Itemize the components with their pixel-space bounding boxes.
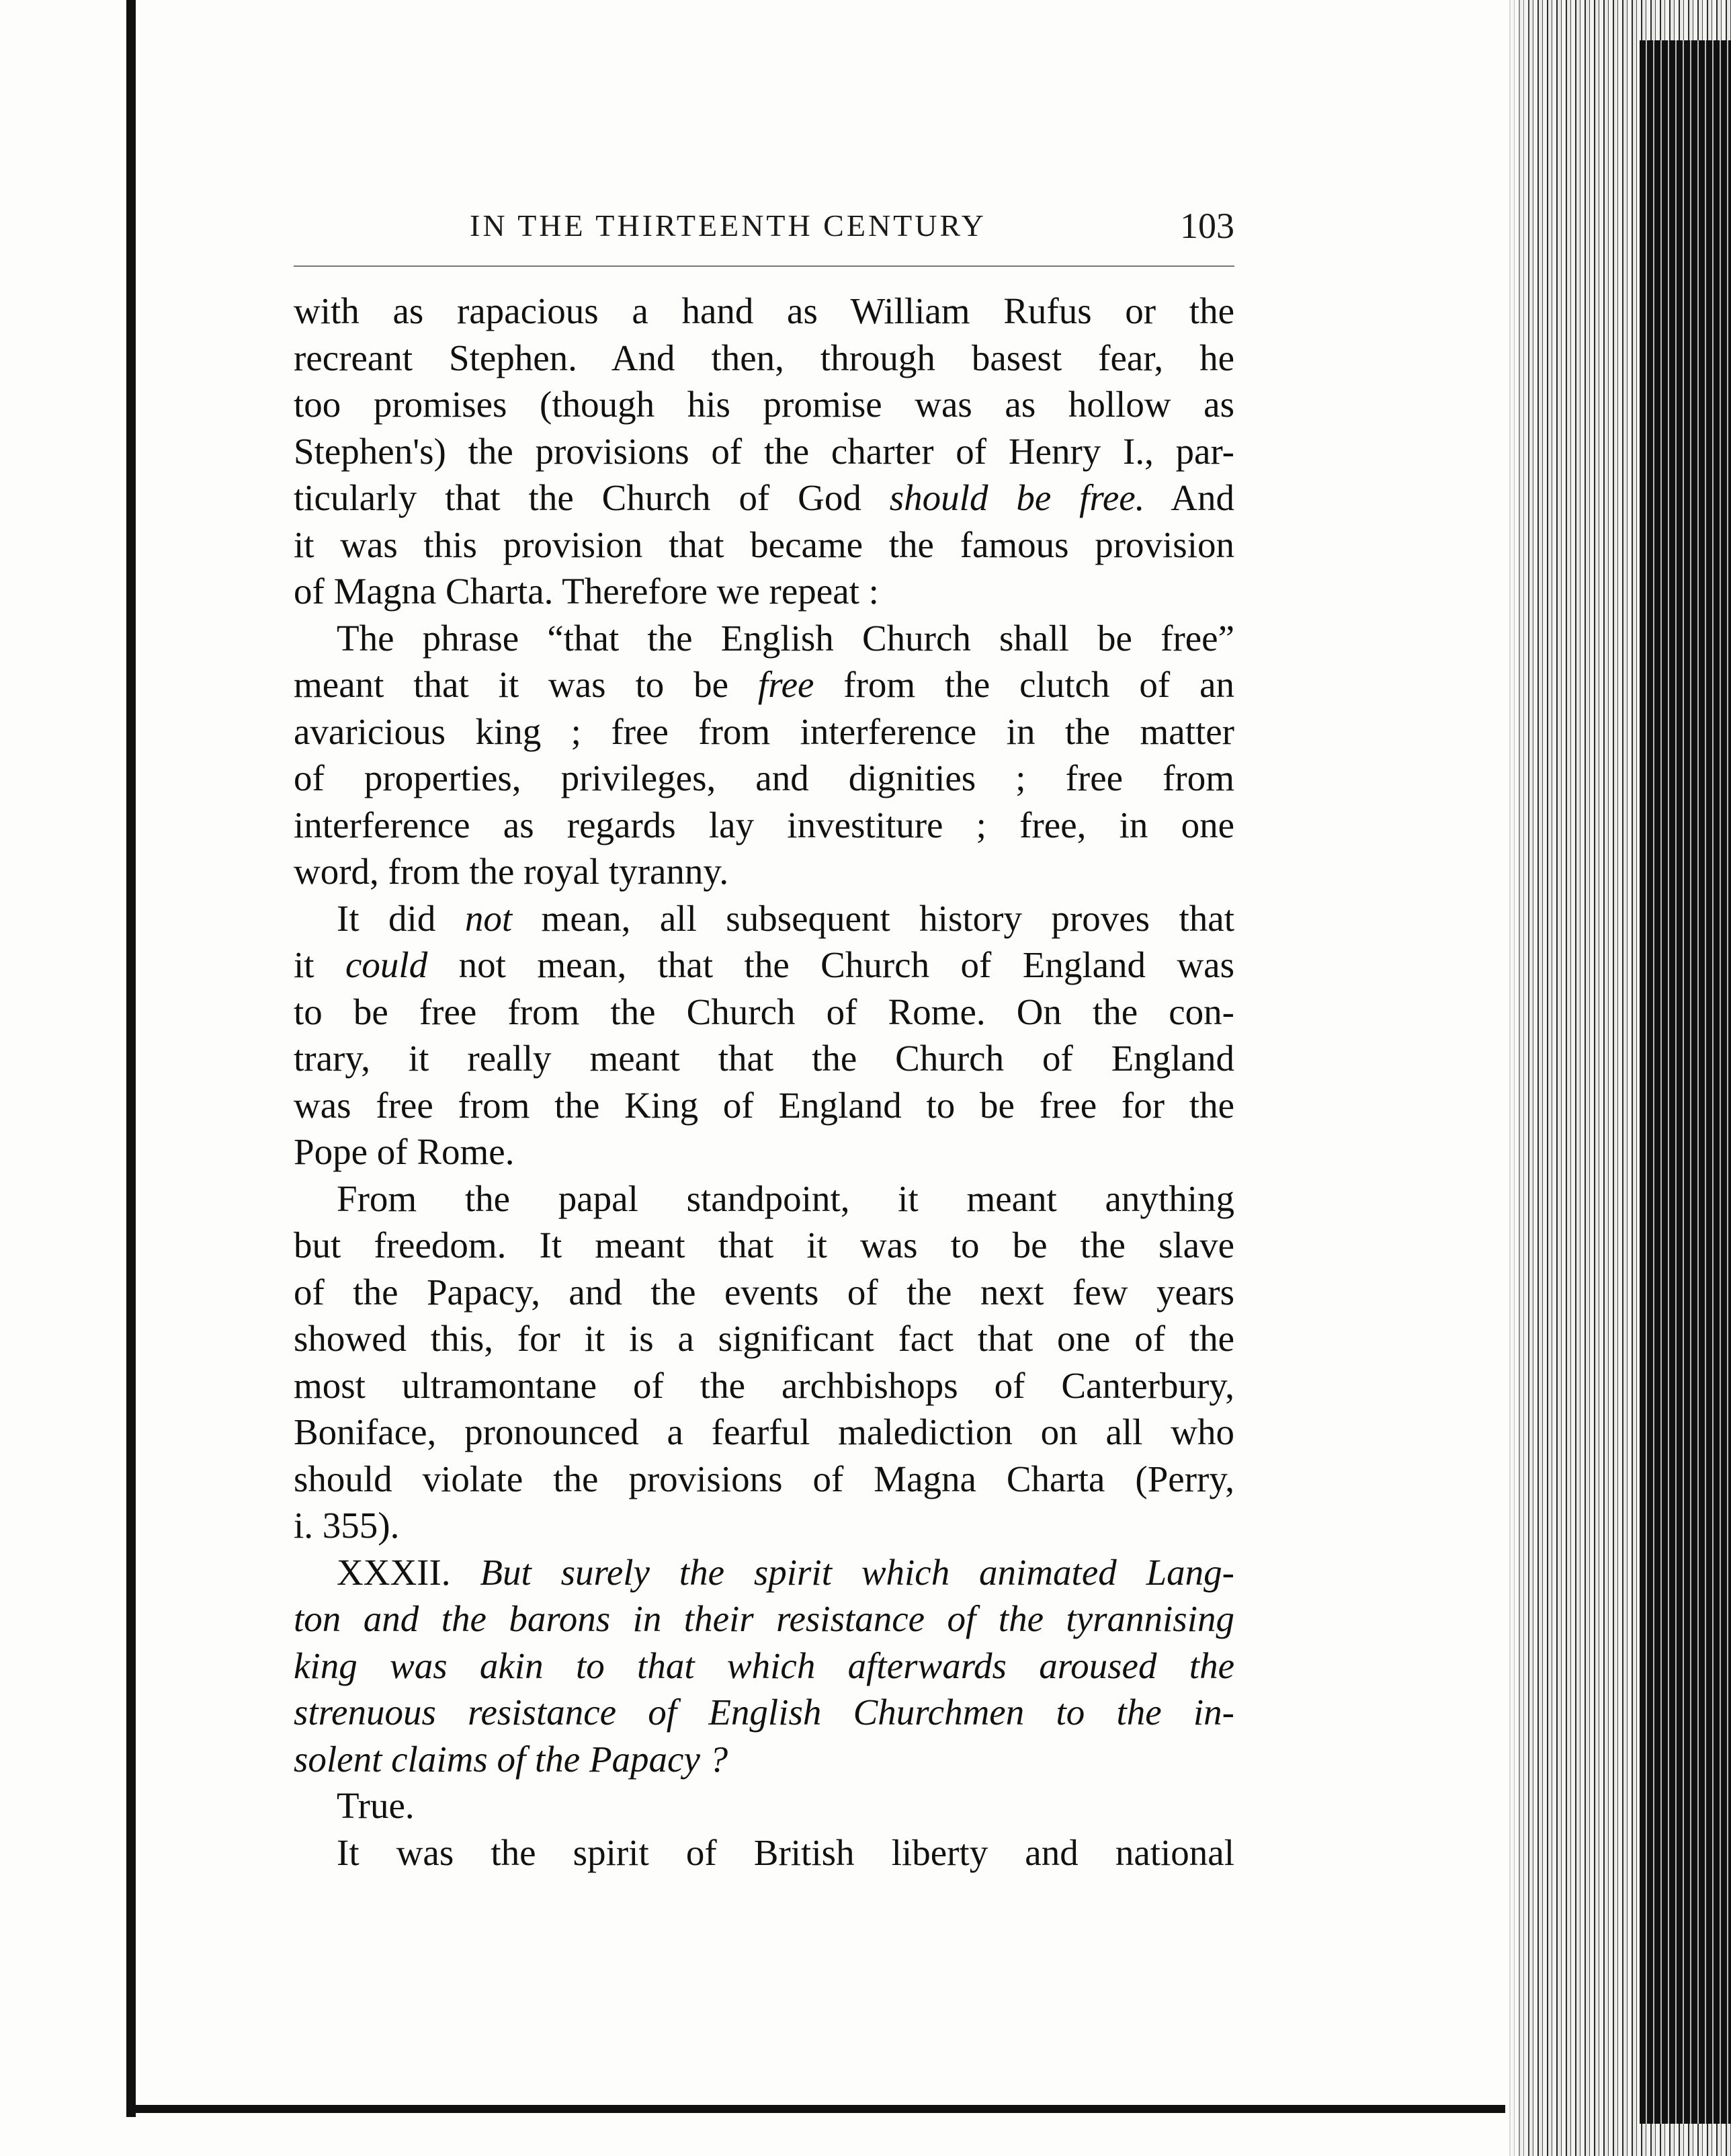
text-line: of Magna Charta. Therefore we repeat : [294, 571, 879, 612]
text-line: word, from the royal tyranny. [294, 851, 729, 892]
page-edge-shadow [1505, 0, 1532, 2156]
emphasis-text: should be free. [889, 477, 1145, 518]
question-line: strenuous resistance of English Churchmen to the in- [294, 1692, 1234, 1733]
bottom-edge-line [126, 2105, 1645, 2113]
text-line: It was the spirit of British liberty and national [337, 1831, 1234, 1873]
question-line [294, 1549, 1234, 1596]
text-line: Pope of Rome. [294, 1131, 515, 1172]
emphasis-text: free [757, 664, 814, 705]
text-run: from the clutch of an [814, 664, 1234, 705]
emphasis-text: could [345, 944, 428, 985]
text-line: Boniface, pronounced a fearful malediction on all who [294, 1411, 1234, 1452]
text-line: showed this, for it is a significant fact that one of the [294, 1318, 1234, 1359]
question-line: solent claims of the Papacy ? [294, 1738, 728, 1780]
text-run: not mean, that the Church of England was [427, 944, 1234, 985]
text-run: meant that it was to be [294, 664, 758, 705]
text-line: avaricious king ; free from interference in the matter [294, 710, 1234, 752]
text-line: i. 355). [294, 1505, 400, 1546]
text-line: should violate the provisions of Magna Charta (Perry, [294, 1458, 1234, 1499]
text-run: It did [337, 897, 465, 939]
text-line: it was this provision that became the famous provision [294, 524, 1234, 565]
text-line: trary, it really meant that the Church of England [294, 1038, 1234, 1079]
left-margin [0, 0, 138, 2156]
question-line: king was akin to that which afterwards aroused the [294, 1645, 1234, 1686]
text-line [294, 942, 1234, 989]
text-line: most ultramontane of the archbishops of Canterbury, [294, 1364, 1234, 1406]
text-line: with as rapacious a hand as William Rufus or the [294, 290, 1234, 331]
question-line: ton and the barons in their resistance of the tyrannising [294, 1598, 1234, 1639]
running-head-title: IN THE THIRTEENTH CENTURY [470, 208, 986, 243]
text-line: From the papal standpoint, it meant anything [337, 1177, 1234, 1219]
text-line: but freedom. It meant that it was to be the slave [294, 1225, 1234, 1266]
emphasis-text: not [464, 897, 513, 939]
text-line [294, 895, 1234, 942]
answer-line: True. [337, 1785, 415, 1826]
page-number: 103 [1180, 206, 1234, 246]
text-run: it [294, 944, 345, 985]
text-line: too promises (though his promise was as hollow as [294, 384, 1234, 425]
text-line: was free from the King of England to be free for the [294, 1084, 1234, 1126]
text-line: interference as regards lay investiture ; free, in one [294, 804, 1234, 845]
text-line [294, 474, 1234, 522]
text-line: Stephen's) the provisions of the charter of Henry I., par- [294, 430, 1234, 472]
text-line [294, 661, 1234, 708]
body-text [294, 288, 1234, 1876]
running-head [294, 198, 1234, 252]
book-fore-edge [1640, 40, 1731, 2124]
text-line: The phrase “that the English Church shall be free” [337, 617, 1234, 659]
gutter-line [126, 0, 136, 2117]
text-line: recreant Stephen. And then, through basest fear, he [294, 337, 1234, 378]
text-run: And [1144, 477, 1234, 518]
text-line: of properties, privileges, and dignities ; free from [294, 757, 1234, 798]
text-line: to be free from the Church of Rome. On the con- [294, 991, 1234, 1032]
question-text: But surely the spirit which animated Lang- [450, 1551, 1234, 1593]
header-rule [294, 265, 1234, 267]
text-run: ticularly that the Church of God [294, 477, 890, 518]
text-run: mean, all subsequent history proves that [512, 897, 1234, 939]
question-number: XXXII. [337, 1551, 451, 1593]
text-line: of the Papacy, and the events of the next few years [294, 1271, 1234, 1313]
